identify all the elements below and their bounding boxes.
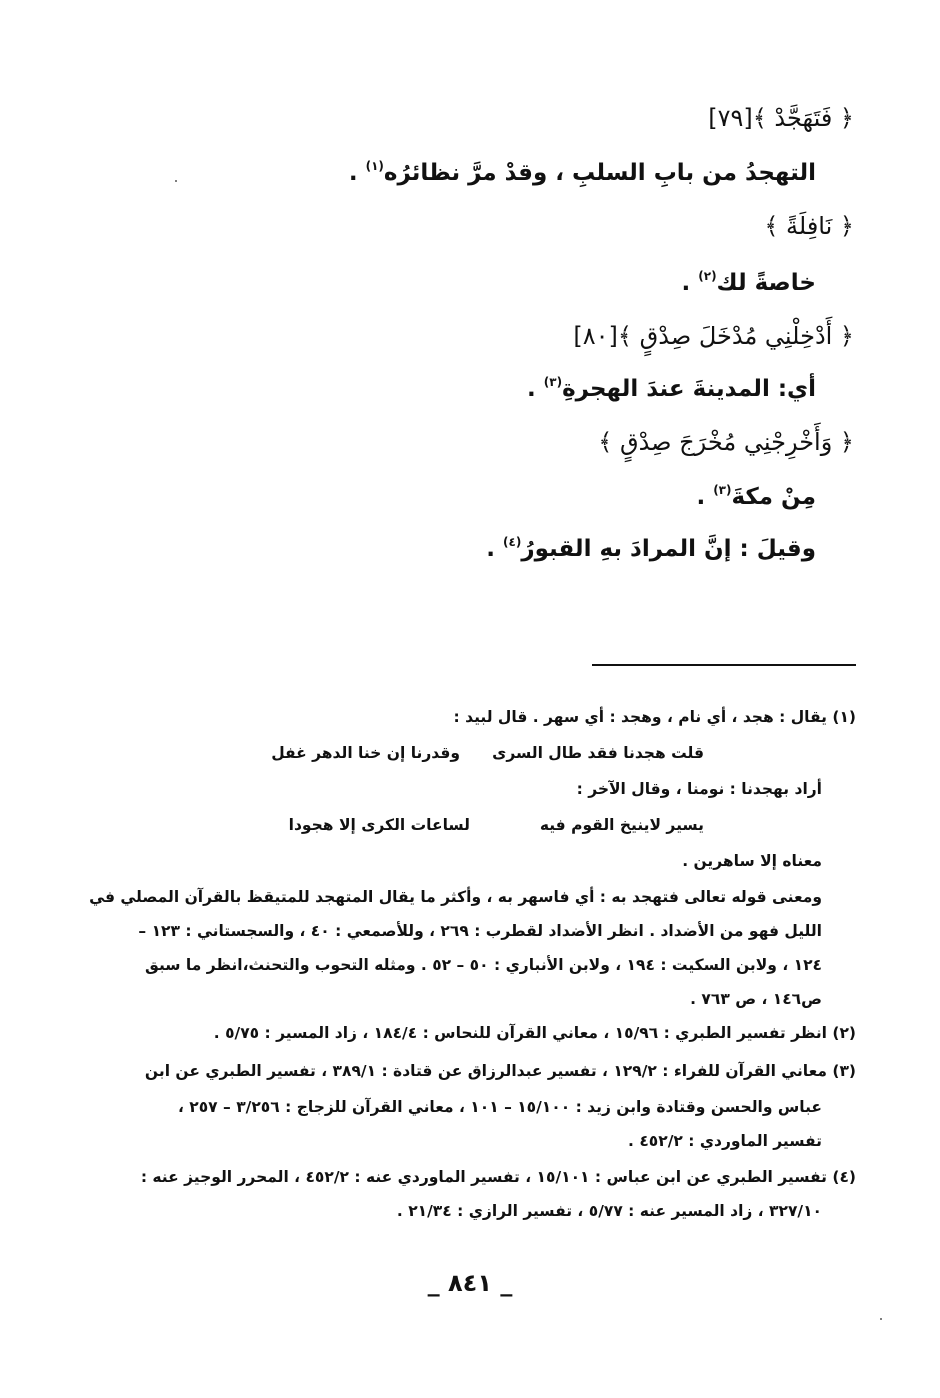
quran-verse-80 [573,318,854,354]
page-number: _ ٨٤١ _ [427,1269,513,1297]
commentary-line-qubur [486,532,816,566]
verse-akhrijni-text: ﴿ وَأَخْرِجْنِي مُخْرَجَ صِدْقٍ ﴾ [598,428,854,456]
commentary-text: مِنْ مكةَ [731,484,816,510]
footnote-ref-4: (٤) [503,535,522,549]
footnote-ref-2: (٢) [698,269,717,283]
quran-verse-akhrijni [598,424,854,460]
footnote-1-line-6: ومعنى قوله تعالى فتهجد به : أي فاسهر به ، وأكثر ما يقال المتهجد للمتيقظ بالقرآن المصلي في [89,888,822,906]
poem-2-first-hemistich: يسير لاينيخ القوم فيه [539,816,704,834]
footnote-ref-3: (٣) [543,375,563,389]
quran-verse-nafila [764,208,854,244]
line-end-mark: . [527,376,544,402]
poem-1-first-hemistich: قلت هجدنا فقد طال السرى [492,744,704,762]
commentary-text: أي: المدينةَ عندَ الهجرةِ [562,376,816,402]
commentary-text: خاصةً لك [716,270,816,296]
commentary-line-makka [696,480,816,514]
footnote-1-line-1: (١) يقال : هجد ، أي نام ، وهجد : أي سهر . قال لبيد : [453,708,856,726]
poem-1-second-hemistich: وقدرنا إن خنا الدهر غفل [271,744,460,762]
verse-80-text: ﴿ أَدْخِلْنِي مُدْخَلَ صِدْقٍ ﴾[٨٠] [573,322,854,350]
line-end-mark: . [696,484,714,510]
footnote-4-line-1: (٤) تفسير الطبري عن ابن عباس : ١٥/١٠١ ، تفسير الماوردي عنه : ٤٥٢/٢ ، المحرر الوجيز عنه : [140,1168,856,1186]
footnote-1-line-9: ص١٤٦ ، ص ٧٦٣ . [690,990,822,1008]
footnote-ref-1: (١) [365,159,384,173]
quran-verse-79 [708,100,854,136]
scan-speck [880,1318,882,1320]
verse-79-text: ﴿ فَتَهَجَّدْ ﴾[٧٩] [708,104,854,132]
verse-nafila-text: ﴿ نَافِلَةً ﴾ [764,212,854,240]
commentary-text: وقيلَ : إنَّ المرادَ بهِ القبورُ [521,536,816,562]
line-end-mark: . [486,536,504,562]
footnote-1-line-3: أراد بهجدنا : نومنا ، وقال الآخر : [576,780,822,798]
footnote-separator [592,664,856,666]
commentary-line-khassa [682,266,817,300]
footnote-1-line-7: الليل فهو من الأضداد . انظر الأضداد لقطرب : ٢٦٩ ، وللأصمعي : ٤٠ ، والسجستاني : ١٢٣ – [138,922,822,940]
footnote-3-line-2: عباس والحسن وقتادة وابن زيد : ١٥/١٠٠ – ١٠١ ، معاني القرآن للزجاج : ٣/٢٥٦ – ٢٥٧ ، [177,1098,822,1116]
footnote-3-line-1: (٣) معاني القرآن للفراء : ١٢٩/٢ ، تفسير عبدالرزاق عن قتادة : ٣٨٩/١ ، تفسير الطبري عن ابن [144,1062,856,1080]
commentary-line-madina [527,372,816,406]
footnote-3-line-3: تفسير الماوردي : ٤٥٢/٢ . [628,1132,822,1150]
commentary-text: التهجدُ من بابِ السلبِ ، وقدْ مرَّ نظائرُه [383,160,816,186]
line-end-mark: . [681,270,699,296]
footnote-4-line-2: ٣٢٧/١٠ ، زاد المسير عنه : ٥/٧٧ ، تفسير الرازي : ٢١/٣٤ . [396,1202,822,1220]
footnote-1-line-5: معناه إلا ساهرين . [682,852,822,870]
line-end-mark: . [348,160,366,186]
footnote-ref-3b: (٣) [713,483,732,497]
poem-2-second-hemistich: لساعات الكرى إلا هجودا [288,816,470,834]
commentary-line-tahajjud [349,156,816,190]
footnote-2: (٢) انظر تفسير الطبري : ١٥/٩٦ ، معاني القرآن للنحاس : ١٨٤/٤ ، زاد المسير : ٥/٧٥ . [213,1024,856,1042]
footnote-1-line-8: ١٢٤ ، ولابن السكيت : ١٩٤ ، ولابن الأنباري : ٥٠ – ٥٢ . ومثله التحوب والتحنث،انظر ما سبق [144,956,822,974]
scan-speck [175,180,177,182]
